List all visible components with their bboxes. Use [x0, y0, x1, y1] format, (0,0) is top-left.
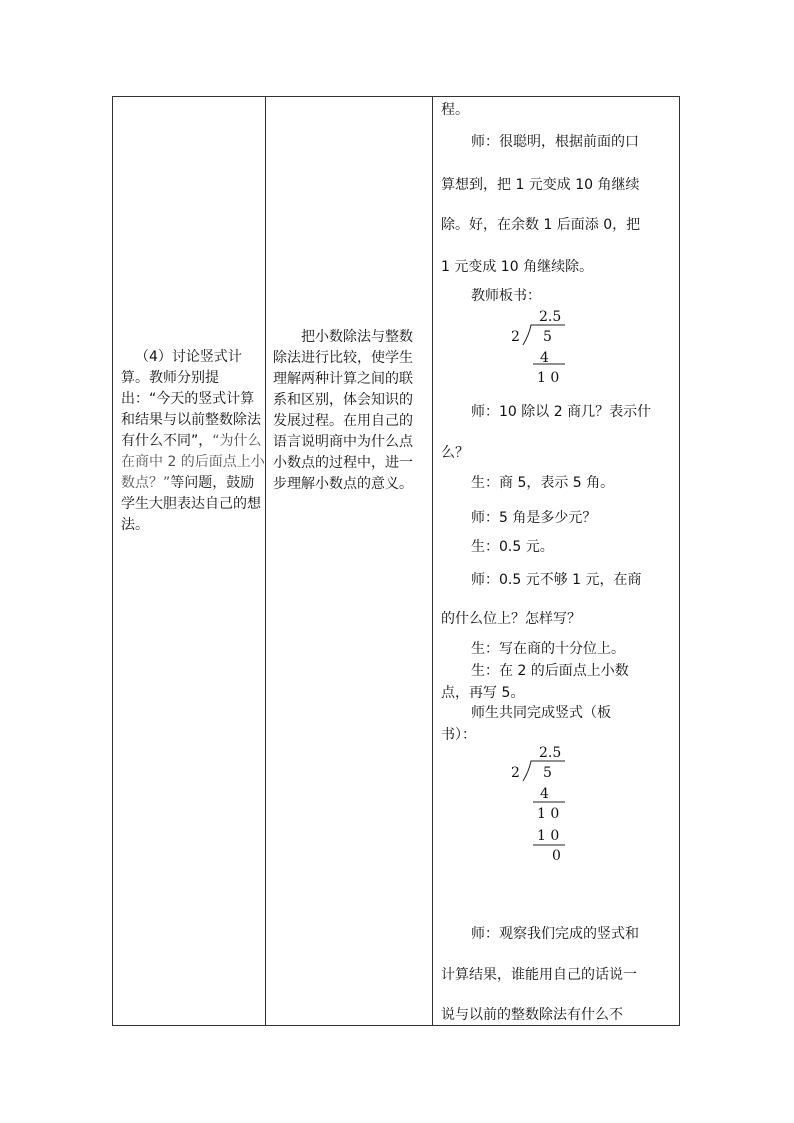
design-intent-cell	[273, 327, 419, 495]
dialogue-line: 师：观察我们完成的竖式和	[471, 926, 639, 942]
remainder: 0	[552, 848, 561, 864]
dialogue-line: 算想到，把 1 元变成 10 角继续	[441, 177, 640, 193]
column-divider-1	[265, 97, 266, 1025]
quotient: 2.5	[539, 745, 562, 761]
remainder: 1 0	[537, 370, 560, 386]
dialogue-line: 师：5 角是多少元？	[471, 510, 597, 526]
dividend: 5	[543, 329, 552, 345]
division-bracket	[521, 759, 591, 869]
dialogue-line: 生：商 5，表示 5 角。	[471, 475, 615, 491]
dialogue-line: 1 元变成 10 角继续除。	[441, 259, 594, 275]
dividend: 5	[543, 765, 552, 781]
dialogue-line: 生：0.5 元。	[471, 539, 554, 555]
dialogue-line: 书）：	[441, 727, 476, 743]
dialogue-line: 除。好，在余数 1 后面添 0，把	[441, 217, 641, 233]
dialogue-line: 计算结果，谁能用自己的话说一	[441, 967, 637, 983]
division-bracket	[521, 323, 591, 393]
column-divider-2	[432, 97, 433, 1025]
divisor: 2	[511, 765, 520, 781]
subtrahend: 4	[540, 350, 549, 366]
dialogue-line: 生：写在商的十分位上。	[471, 641, 625, 657]
dialogue-line: 师：10 除以 2 商几？表示什	[471, 404, 652, 420]
dialogue-line: 的什么位上？怎样写？	[441, 611, 581, 627]
teaching-activity-cell	[121, 347, 267, 536]
subtrahend: 4	[540, 786, 549, 802]
dialogue-line: 师：0.5 元不够 1 元，在商	[471, 572, 642, 588]
dialogue-line: 说与以前的整数除法有什么不	[441, 1007, 623, 1023]
activity-text-end: 等问题，鼓励学生大胆表达自己的想法。	[121, 475, 261, 533]
dialogue-line: 师：很聪明，根据前面的口	[471, 134, 639, 150]
lesson-table	[112, 96, 680, 1026]
remainder: 1 0	[537, 806, 560, 822]
dialogue-line: 么？	[441, 445, 469, 461]
activity-question: “为什么在商中 2 的后面点上小数点？”	[121, 433, 265, 491]
dialogue-line: 教师板书：	[471, 288, 541, 304]
dialogue-line: 师生共同完成竖式（板	[471, 705, 611, 721]
dialogue-line: 程。	[441, 102, 469, 118]
intent-text: 把小数除法与整数除法进行比较，使学生理解两种计算之间的联系和区别，体会知识的发展过程。在用自己的语言说明商中为什么点小数点的过程中，进一步理解小数点的意义。	[273, 329, 413, 492]
activity-text: （4）讨论竖式计算。教师分别提出：“今天的竖式计算和结果与以前整数除法有什么不同”，	[121, 349, 261, 449]
dialogue-line: 点，再写 5。	[441, 685, 525, 701]
quotient: 2.5	[539, 309, 562, 325]
divisor: 2	[511, 329, 520, 345]
subtrahend: 1 0	[537, 828, 560, 844]
dialogue-line: 生：在 2 的后面点上小数	[471, 663, 629, 679]
